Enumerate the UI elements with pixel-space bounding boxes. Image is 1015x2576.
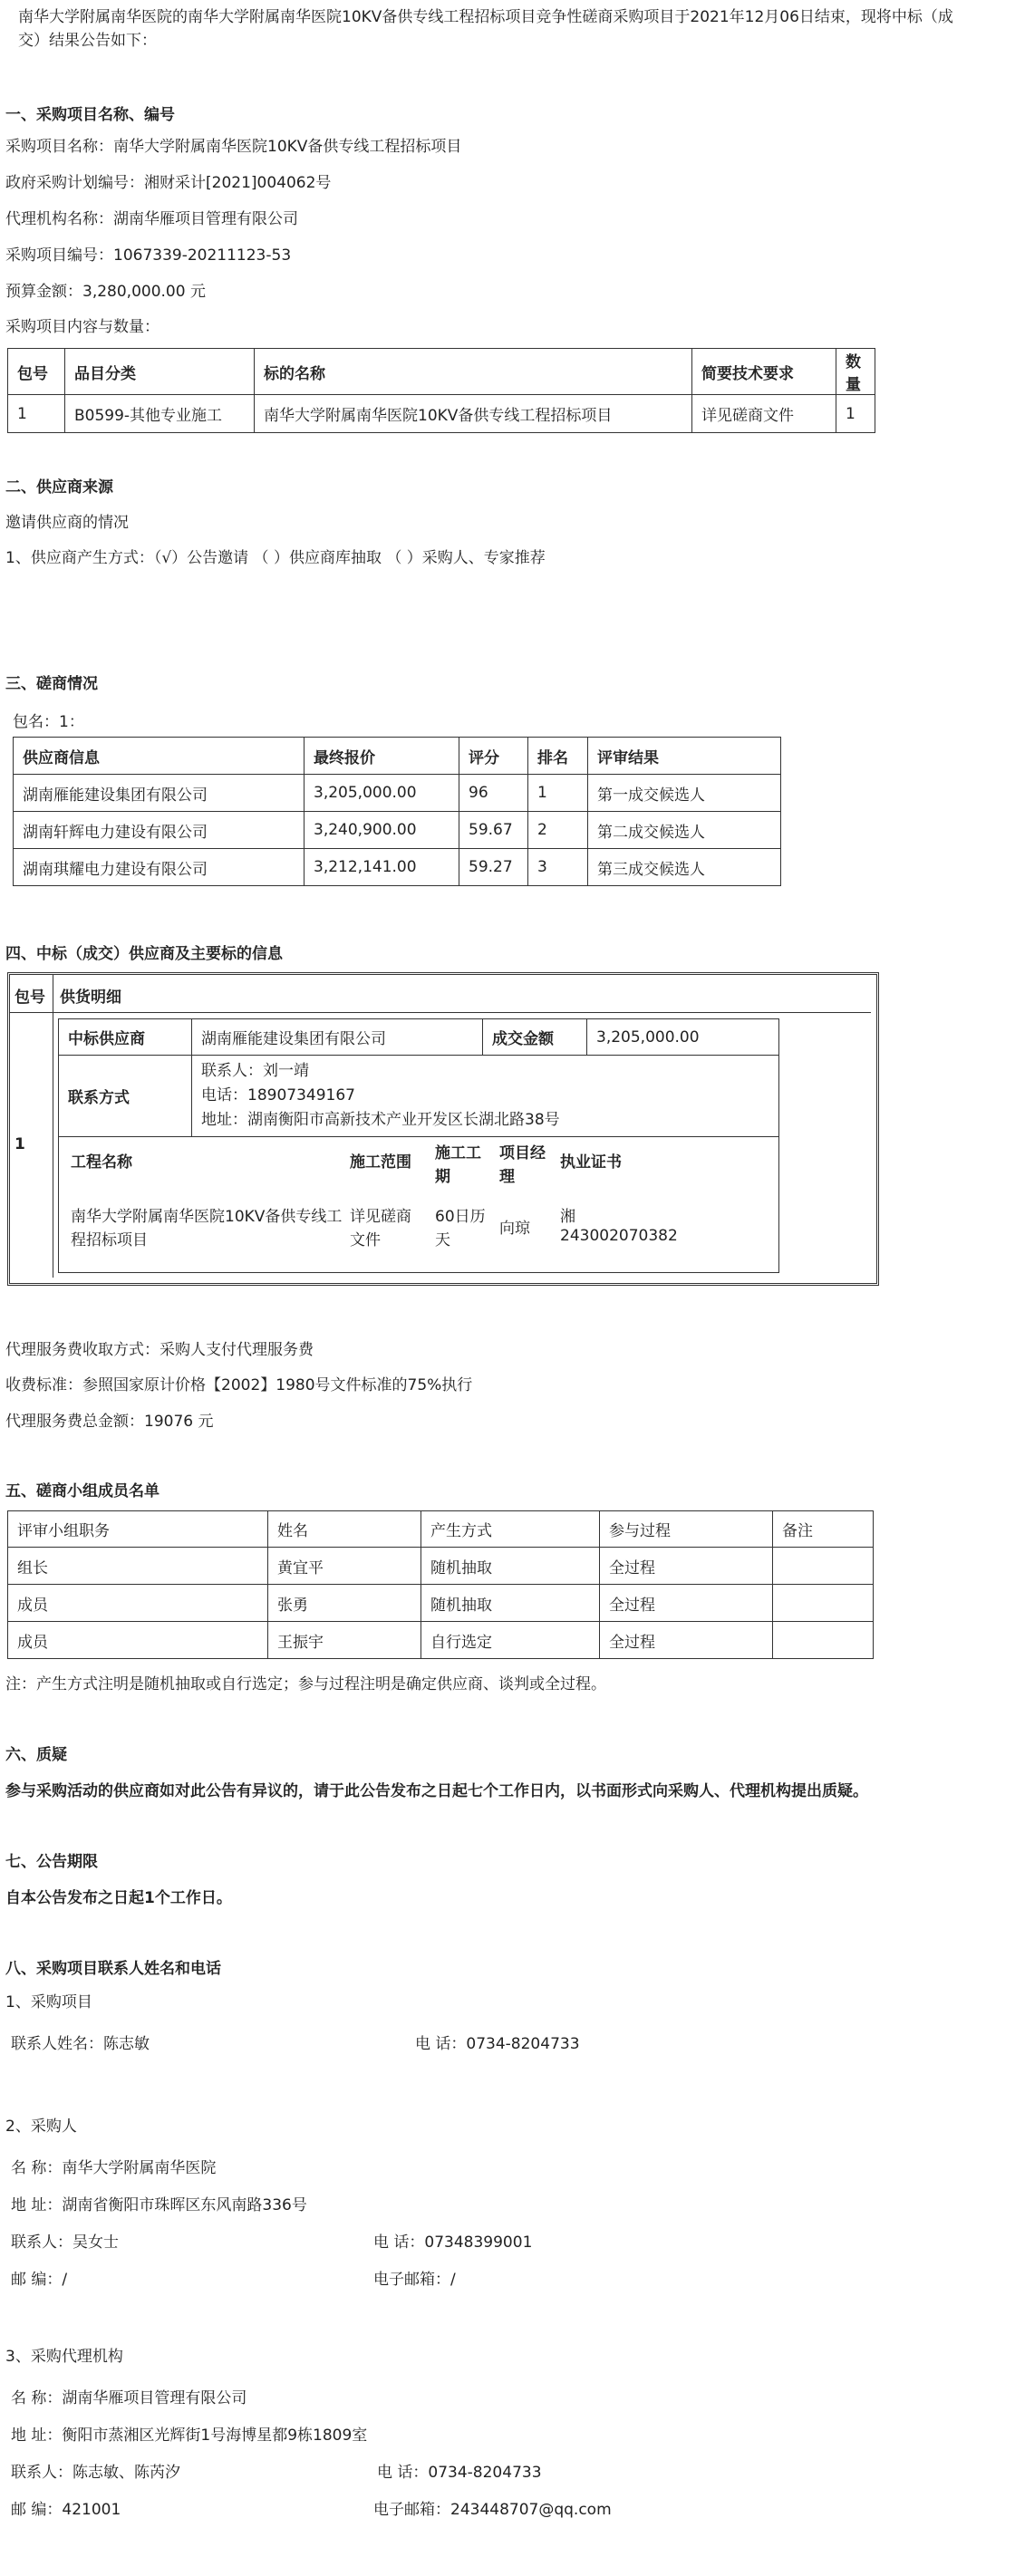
- cell: 3,212,141.00: [304, 849, 459, 886]
- contact-person: 联系人：刘一靖: [201, 1062, 309, 1080]
- panel-note: 注：产生方式注明是随机抽取或自行选定；参与过程注明是确定供应商、谈判或全过程。: [5, 1675, 606, 1693]
- package-name: 包名：1：: [13, 713, 84, 731]
- header-price: 最终报价: [304, 738, 459, 775]
- sub-header-manager-1: 项目经: [499, 1144, 546, 1163]
- cell: 成员: [8, 1622, 268, 1659]
- buyer-address: 地 址：湖南省衡阳市珠晖区东风南路336号: [11, 2196, 307, 2214]
- cell: 3,205,000.00: [304, 775, 459, 812]
- table-row: [14, 775, 781, 812]
- cell: 1: [528, 775, 588, 812]
- project-content-table: [7, 348, 875, 433]
- section-6-title: 六、质疑: [5, 1746, 67, 1764]
- header-remark: 备注: [773, 1511, 874, 1548]
- cell: 第三成交候选人: [588, 849, 781, 886]
- sub-period-1: 60日历: [435, 1208, 486, 1226]
- cell: [773, 1622, 874, 1659]
- header-result: 评审结果: [588, 738, 781, 775]
- header-supplier: 供应商信息: [14, 738, 304, 775]
- agency-email: 电子邮箱：243448707@qq.com: [373, 2501, 612, 2519]
- header-tech-req: 简要技术要求: [692, 349, 836, 395]
- cell: [773, 1548, 874, 1585]
- cell: 3,240,900.00: [304, 812, 459, 849]
- sub-period-2: 天: [435, 1231, 450, 1249]
- cell: 全过程: [600, 1548, 773, 1585]
- cell: 随机抽取: [421, 1585, 600, 1622]
- agency-full-name: 名 称：湖南华雁项目管理有限公司: [11, 2389, 247, 2407]
- header-process: 参与过程: [600, 1511, 773, 1548]
- header-method: 产生方式: [421, 1511, 600, 1548]
- cell: 湖南琪耀电力建设有限公司: [14, 849, 304, 886]
- cell: B0599-其他专业施工: [65, 395, 255, 433]
- contact-phone: 电话：18907349167: [201, 1086, 355, 1105]
- fee-total: 代理服务费总金额：19076 元: [5, 1413, 214, 1431]
- fee-standard: 收费标准：参照国家原计价格【2002】1980号文件标准的75%执行: [5, 1376, 473, 1394]
- objection-text: 参与采购活动的供应商如对此公告有异议的，请于此公告发布之日起七个工作日内，以书面形式向采购人、代理机构提出质疑。: [5, 1782, 868, 1800]
- project-number: 采购项目编号：1067339-20211123-53: [5, 246, 292, 265]
- cell: 3: [528, 849, 588, 886]
- invite-label: 邀请供应商的情况: [5, 514, 129, 532]
- period-text: 自本公告发布之日起1个工作日。: [5, 1889, 232, 1907]
- winner-col-detail: 供货明细: [60, 989, 121, 1007]
- buyer-phone: 电 话：07348399001: [373, 2233, 533, 2252]
- section-5-title: 五、磋商小组成员名单: [5, 1482, 160, 1500]
- cell: 1: [836, 395, 875, 433]
- buyer-contact: 联系人：吴女士: [11, 2233, 119, 2252]
- budget-amount: 预算金额：3,280,000.00 元: [5, 283, 206, 301]
- sub-project-1: 南华大学附属南华医院10KV备供专线工: [71, 1208, 343, 1226]
- table-row: [8, 1622, 874, 1659]
- cell: 组长: [8, 1548, 268, 1585]
- cell: 详见磋商文件: [692, 395, 836, 433]
- sub-buyer-heading: 2、采购人: [5, 2118, 77, 2136]
- project-contact-name: 联系人姓名：陈志敏: [11, 2035, 150, 2053]
- buyer-email: 电子邮箱：/: [373, 2271, 456, 2289]
- table-header-row: [8, 1511, 874, 1548]
- section-4-title: 四、中标（成交）供应商及主要标的信息: [5, 945, 283, 963]
- header-role: 评审小组职务: [8, 1511, 268, 1548]
- amount-value: 3,205,000.00: [587, 1019, 779, 1056]
- cell: 第一成交候选人: [588, 775, 781, 812]
- cell: 2: [528, 812, 588, 849]
- contact-address: 地址：湖南衡阳市高新技术产业开发区长湖北路38号: [201, 1111, 560, 1129]
- contact-row: [59, 1056, 779, 1137]
- agency-phone: 电 话：0734-8204733: [377, 2464, 542, 2482]
- project-contact-phone: 电 话：0734-8204733: [415, 2035, 580, 2053]
- sub-cert-2: 243002070382: [560, 1227, 678, 1245]
- cell: 湖南雁能建设集团有限公司: [14, 775, 304, 812]
- cell: 南华大学附属南华医院10KV备供专线工程招标项目: [255, 395, 692, 433]
- table-header-row: [14, 738, 781, 775]
- section-1-title: 一、采购项目名称、编号: [5, 106, 175, 124]
- header-quantity: 数量: [836, 349, 875, 395]
- cell: 59.27: [459, 849, 528, 886]
- header-category: 品目分类: [65, 349, 255, 395]
- table-header-row: [8, 349, 875, 395]
- cell: 王振宇: [268, 1622, 421, 1659]
- section-7-title: 七、公告期限: [5, 1853, 98, 1871]
- plan-number: 政府采购计划编号：湘财采计[2021]004062号: [5, 174, 332, 192]
- cell: 59.67: [459, 812, 528, 849]
- winner-label: 中标供应商: [59, 1019, 192, 1056]
- sub-cert-1: 湘: [560, 1208, 575, 1226]
- agency-address: 地 址：衡阳市蒸湘区光辉街1号海博星都9栋1809室: [11, 2426, 368, 2445]
- buyer-name: 名 称：南华大学附属南华医院: [11, 2159, 217, 2177]
- table-row: [8, 395, 875, 433]
- amount-label: 成交金额: [483, 1019, 587, 1056]
- sub-header-manager-2: 理: [499, 1168, 515, 1186]
- agency-postcode: 邮 编：421001: [11, 2501, 121, 2519]
- buyer-postcode: 邮 编：/: [11, 2271, 68, 2289]
- header-name: 姓名: [268, 1511, 421, 1548]
- sub-project-2: 程招标项目: [71, 1231, 148, 1249]
- header-package: 包号: [8, 349, 65, 395]
- cell: 第二成交候选人: [588, 812, 781, 849]
- winner-package-no: 1: [14, 1135, 25, 1153]
- table-row: [14, 849, 781, 886]
- sub-header-project: 工程名称: [71, 1153, 132, 1172]
- sub-project-heading: 1、采购项目: [5, 1993, 92, 2012]
- cell: 成员: [8, 1585, 268, 1622]
- sub-scope-2: 文件: [350, 1231, 381, 1249]
- winner-row: [59, 1019, 779, 1056]
- cell: 全过程: [600, 1622, 773, 1659]
- cell: [773, 1585, 874, 1622]
- consultation-table: [13, 737, 781, 886]
- content-label: 采购项目内容与数量：: [5, 318, 160, 336]
- header-item-name: 标的名称: [255, 349, 692, 395]
- cell: 自行选定: [421, 1622, 600, 1659]
- section-8-title: 八、采购项目联系人姓名和电话: [5, 1960, 221, 1978]
- winner-name: 湖南雁能建设集团有限公司: [192, 1019, 483, 1056]
- cell: 张勇: [268, 1585, 421, 1622]
- cell: 96: [459, 775, 528, 812]
- sub-manager: 向琼: [499, 1220, 530, 1238]
- cell: 随机抽取: [421, 1548, 600, 1585]
- contact-label: 联系方式: [59, 1056, 192, 1137]
- project-name: 采购项目名称：南华大学附属南华医院10KV备供专线工程招标项目: [5, 138, 462, 156]
- cell: 1: [8, 395, 65, 433]
- sub-header-period-1: 施工工: [435, 1144, 481, 1163]
- header-rank: 排名: [528, 738, 588, 775]
- panel-members-table: [7, 1510, 874, 1659]
- fee-method: 代理服务费收取方式：采购人支付代理服务费: [5, 1341, 314, 1359]
- agency-name: 代理机构名称：湖南华雁项目管理有限公司: [5, 210, 298, 228]
- sub-header-cert: 执业证书: [560, 1153, 622, 1172]
- winner-header-row: [10, 975, 871, 1013]
- section-2-title: 二、供应商来源: [5, 478, 113, 497]
- supplier-method: 1、供应商产生方式：（√）公告邀请 （ ）供应商库抽取 （ ）采购人、专家推荐: [5, 549, 546, 567]
- sub-agency-heading: 3、采购代理机构: [5, 2348, 123, 2366]
- cell: 湖南轩辉电力建设有限公司: [14, 812, 304, 849]
- cell: 全过程: [600, 1585, 773, 1622]
- contact-info: [192, 1056, 779, 1137]
- header-score: 评分: [459, 738, 528, 775]
- intro-line-1: 南华大学附属南华医院的南华大学附属南华医院10KV备供专线工程招标项目竞争性磋商采购项目于2021年12月06日结束，现将中标（成: [18, 8, 953, 26]
- winner-detail-table: [58, 1018, 779, 1137]
- intro-line-2: 交）结果公告如下：: [18, 32, 157, 50]
- sub-scope-1: 详见磋商: [350, 1208, 411, 1226]
- agency-contact: 联系人：陈志敏、陈芮汐: [11, 2464, 180, 2482]
- table-row: [8, 1585, 874, 1622]
- sub-header-scope: 施工范围: [350, 1153, 411, 1172]
- section-3-title: 三、磋商情况: [5, 675, 98, 693]
- table-row: [14, 812, 781, 849]
- winner-col-package: 包号: [14, 989, 45, 1007]
- sub-header-period-2: 期: [435, 1168, 450, 1186]
- table-row: [8, 1548, 874, 1585]
- cell: 黄宜平: [268, 1548, 421, 1585]
